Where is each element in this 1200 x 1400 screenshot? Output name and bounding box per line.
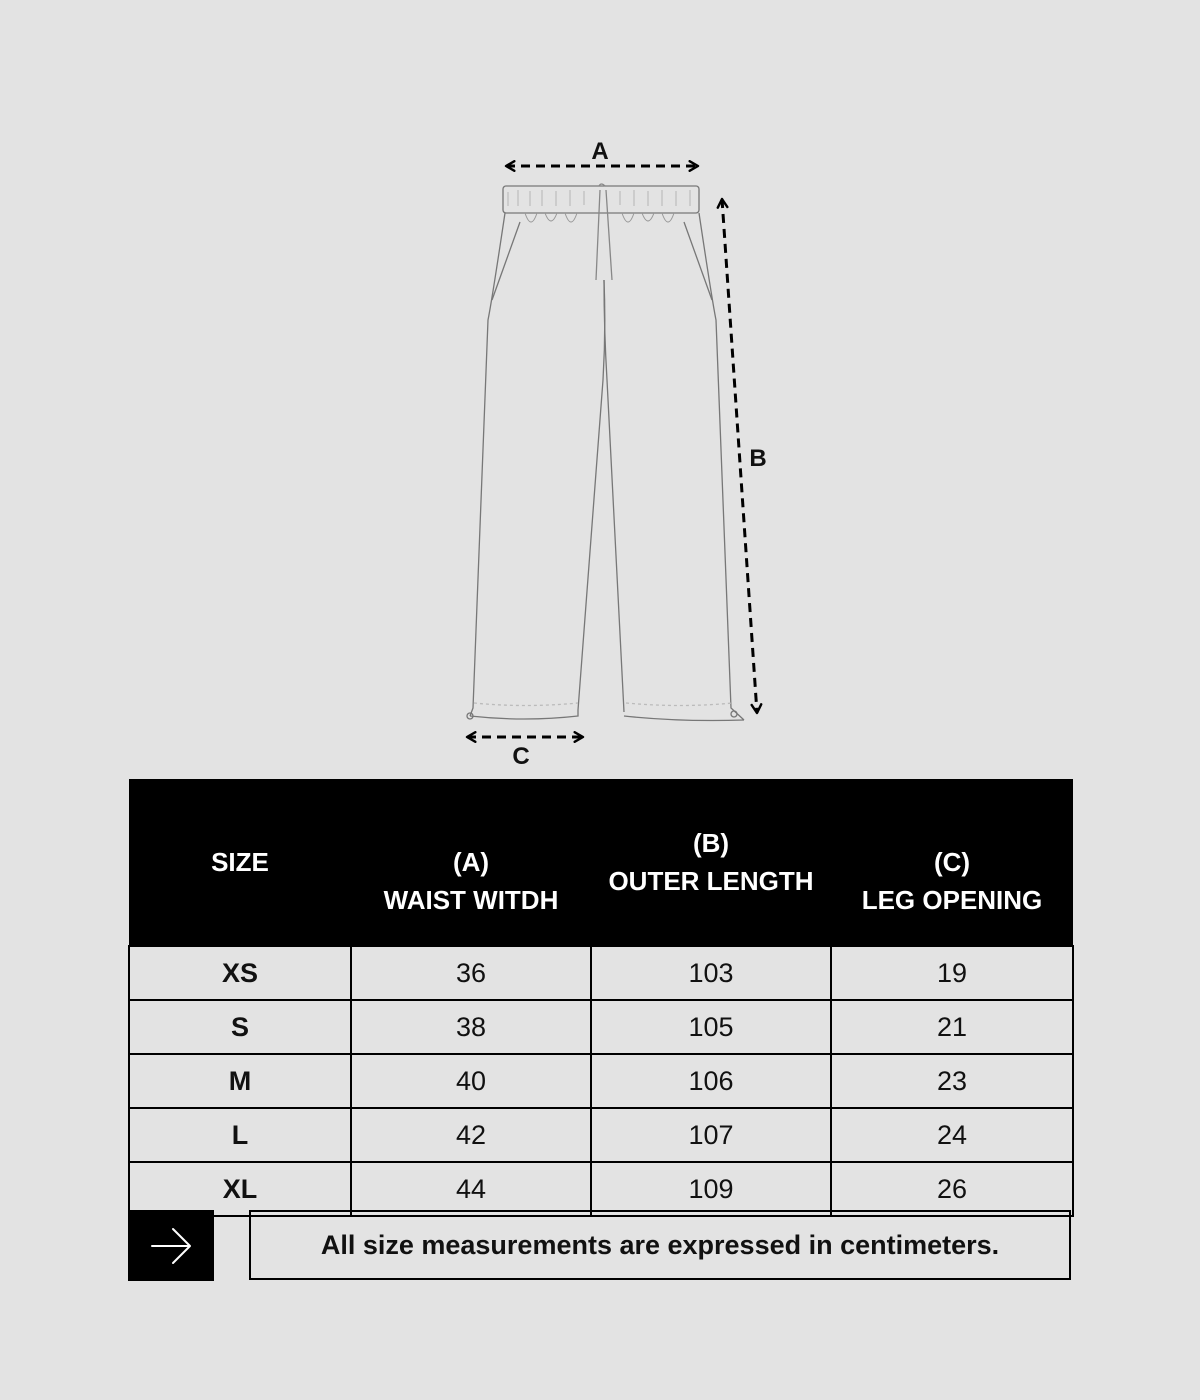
table-row xyxy=(129,1108,1073,1162)
size-cell: L xyxy=(129,1108,351,1162)
dimension-a-label: A xyxy=(591,138,609,165)
units-note-text: All size measurements are expressed in centimeters. xyxy=(320,1229,1000,1260)
pants-illustration xyxy=(467,184,744,721)
leg-opening-cell: 21 xyxy=(831,1000,1073,1054)
waist-width-cell: 40 xyxy=(351,1054,591,1108)
size-cell: XS xyxy=(129,946,351,1000)
size-cell: M xyxy=(129,1054,351,1108)
dimension-c-label: C xyxy=(512,743,530,770)
table-row xyxy=(129,1054,1073,1108)
waist-width-cell: 38 xyxy=(351,1000,591,1054)
header-outer-length: (B) OUTER LENGTH xyxy=(591,779,831,946)
table-header-row xyxy=(129,779,1073,946)
table-row xyxy=(129,946,1073,1000)
header-leg-opening: (C) LEG OPENING xyxy=(831,779,1073,946)
waist-width-cell: 42 xyxy=(351,1108,591,1162)
leg-opening-cell: 23 xyxy=(831,1054,1073,1108)
header-waist-width: (A) WAIST WITDH xyxy=(351,779,591,946)
outer-length-cell: 106 xyxy=(591,1054,831,1108)
outer-length-cell: 105 xyxy=(591,1000,831,1054)
outer-length-cell: 109 xyxy=(591,1162,831,1216)
dimension-b-label: B xyxy=(749,445,767,472)
size-table xyxy=(128,779,1074,1217)
arrow-right-icon xyxy=(128,1210,214,1281)
leg-opening-cell: 19 xyxy=(831,946,1073,1000)
waist-width-cell: 44 xyxy=(351,1162,591,1216)
outer-length-cell: 103 xyxy=(591,946,831,1000)
size-cell: XL xyxy=(129,1162,351,1216)
leg-opening-cell: 26 xyxy=(831,1162,1073,1216)
leg-opening-cell: 24 xyxy=(831,1108,1073,1162)
units-note xyxy=(249,1210,1071,1280)
table-row xyxy=(129,1162,1073,1216)
waist-width-cell: 36 xyxy=(351,946,591,1000)
outer-length-cell: 107 xyxy=(591,1108,831,1162)
size-cell: S xyxy=(129,1000,351,1054)
table-row xyxy=(129,1000,1073,1054)
header-size: SIZE xyxy=(129,779,351,946)
